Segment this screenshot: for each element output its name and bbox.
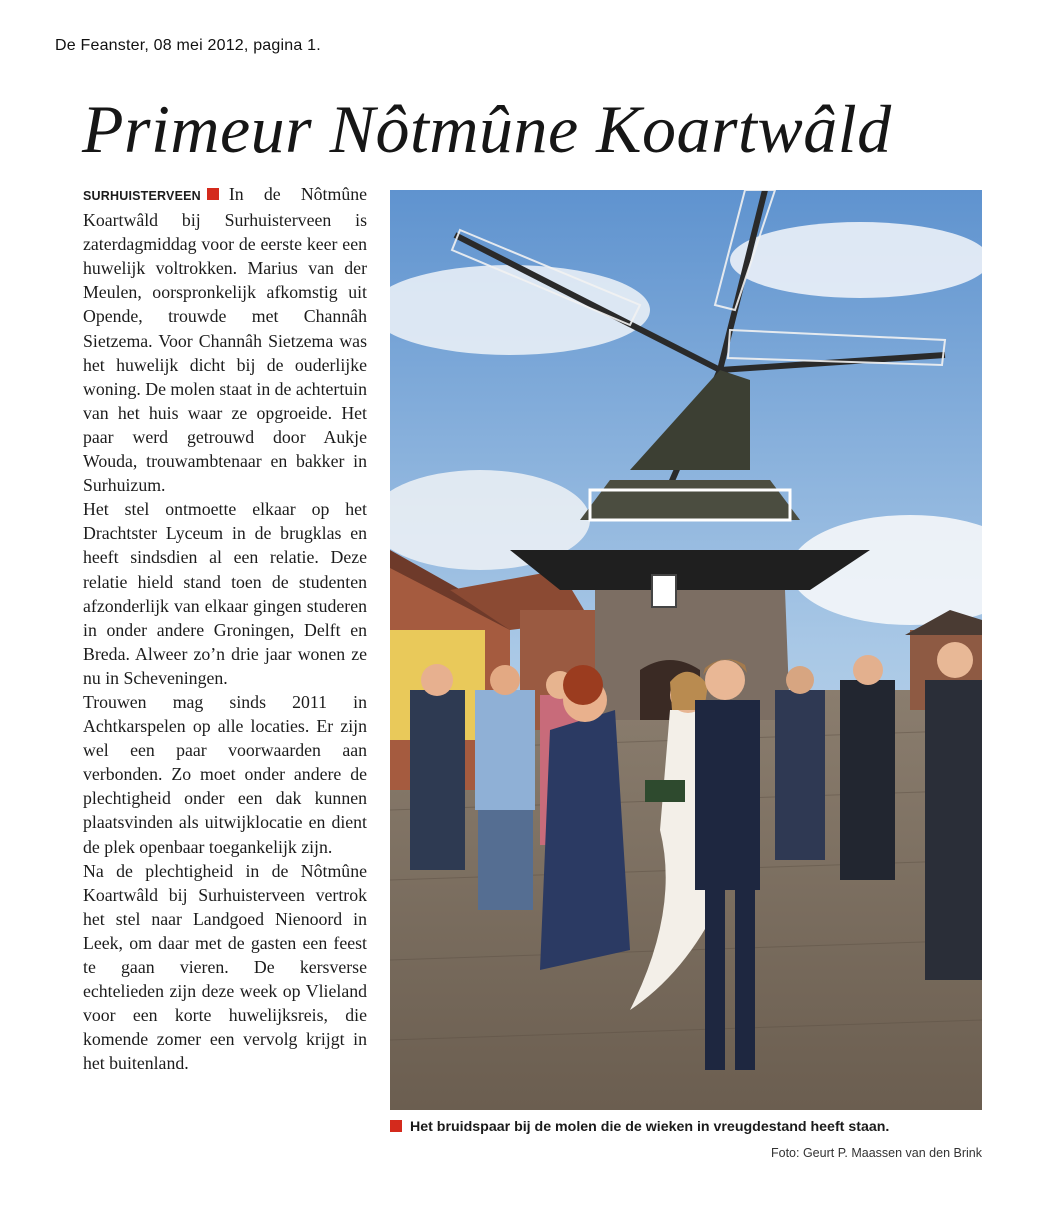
photo-credit: Foto: Geurt P. Maassen van den Brink <box>771 1146 982 1160</box>
dateline: SURHUISTERVEEN <box>83 189 201 203</box>
red-square-marker <box>390 1120 402 1132</box>
photo-caption <box>390 1119 990 1135</box>
article-paragraph: Het stel ontmoette elkaar op het Drachtster Lyceum in de brugklas en heeft sindsdien al een relatie. Deze relatie hield stand toen de studenten afzonderlijk van elkaar gingen studeren in onder andere Groningen, Delft en Breda. Alweer zo’n drie jaar wonen ze nu in Scheveningen. <box>83 499 367 688</box>
windmill-stage <box>510 550 870 590</box>
cloud <box>730 222 982 298</box>
wedding-windmill-photo <box>390 190 982 1110</box>
photo-illustration <box>390 190 982 1110</box>
paragraph-text: In de Nôtmûne Koartwâld bij Surhuisterveen is zaterdagmiddag voor de eerste keer een huwelijk voltrokken. Marius van der Meulen, oorspronkelijk afkomstig uit Opende, trouwde met Channâh Sietzema. Voor Channâh Sietzema was het huwelijk dicht bij de ouderlijke woning. De molen staat in de achtertuin van het huis waar ze opgroeide. Het paar werd getrouwd door Aukje Wouda, trouwambtenaar en bakker in Surhuizum. <box>83 184 367 496</box>
article-paragraph: Na de plechtigheid in de Nôtmûne Koartwâld bij Surhuisterveen vertrok het stel naar Landgoed Nienoord in Leek, om daar met de gasten een feest te gaan vieren. De kersverse echtelieden zijn deze week op Vlieland voor een korte huwelijksreis, die komende zomer een vervolg krijgt in het buitenland. <box>83 860 367 1074</box>
headline: Primeur Nôtmûne Koartwâld <box>82 91 892 167</box>
windmill-body <box>580 480 800 520</box>
article-paragraph: Trouwen mag sinds 2011 in Achtkarspelen op alle locaties. Er zijn wel een paar voorwaarden aan verbonden. Zo moet onder andere de plechtigheid onder een dak kunnen plaatsvinden als uitwijklocatie en dient de plek openbaar toegankelijk zijn. <box>83 691 367 857</box>
article-body <box>83 182 367 1075</box>
bouquet <box>645 780 685 802</box>
article-paragraph <box>83 182 367 497</box>
caption-text: Het bruidspaar bij de molen die de wieken in vreugdestand heeft staan. <box>410 1119 890 1135</box>
source-line: De Feanster, 08 mei 2012, pagina 1. <box>55 37 321 54</box>
red-square-marker <box>207 188 219 200</box>
